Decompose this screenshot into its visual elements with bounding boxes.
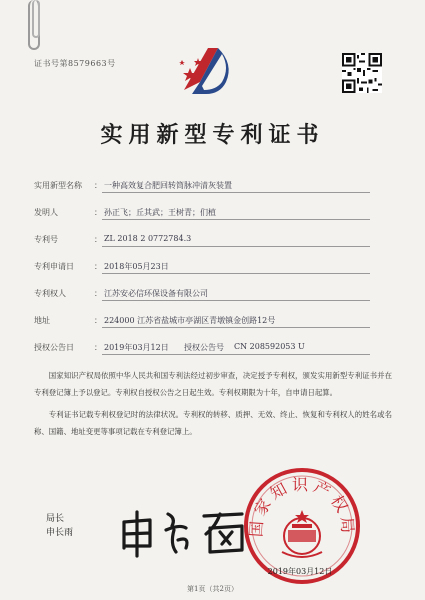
director-title-1: 局长 — [46, 514, 65, 524]
certificate-number: 证书号第8579663号 — [34, 59, 116, 68]
field-announce-date-label: 授权公告日 — [34, 343, 74, 352]
field-patent-no-label: 专利号 — [34, 235, 58, 244]
field-filing-date-value: 2018年05月23日 — [104, 262, 169, 271]
qr-code-icon — [342, 53, 382, 93]
field-address-label: 地址 — [34, 316, 50, 325]
director-block — [46, 512, 73, 540]
field-inventor-label: 发明人 — [34, 208, 58, 217]
paperclip — [28, 0, 40, 50]
field-holder-label: 专利权人 — [34, 289, 66, 298]
certificate-page: 证书号第8579663号 实用新型专利证书 实用新型名称 ： 一种高效复合肥回转筒脉冲清灰装置 发明人 ： 孙正飞；丘其武；王树青；们植 专利号 ： ZL 2018 2 0772784.3 专利申请日 ： 2018年05月23日 专利权人 ： 江苏安必信环保设备有限公司 地址 ： 224000 江苏省盐城市亭湖区青墩镇金创路12号 授权公告日 ： 2019年03月12日 授权公告号 CN 208592053 U 国家知识产权局依照中华人民共和国专利法经过初步审查，决定授予专利权，颁发实用新型专利证书并在专利登记簿上予以登记。专利权自授权公告之日起生效。专利权期限为十年，自申请日起算。 专利证书记载专利权登记时的法律状况。专利权的转移、质押、无效、终止、恢复和专利权人的姓名或名称、国籍、地址变更等事项记载在专利登记簿上。 局长 申长雨 国家知识产权局 2019年03月12日 第1页（共2页） — [0, 0, 425, 600]
field-name-value: 一种高效复合肥回转筒脉冲清灰装置 — [104, 181, 232, 190]
field-patent-no-value: ZL 2018 2 0772784.3 — [104, 234, 192, 243]
svg-text:国家知识产权局: 国家知识产权局 — [246, 475, 358, 538]
director-signature — [116, 504, 256, 560]
field-announce-no-label: 授权公告号 — [184, 343, 224, 352]
field-filing-date-label: 专利申请日 — [34, 262, 74, 271]
field-announce-no-value: CN 208592053 U — [234, 342, 305, 351]
field-name-label: 实用新型名称 — [34, 181, 82, 190]
field-inventor-value: 孙正飞；丘其武；王树青；们植 — [104, 208, 216, 217]
director-title-2: 申长雨 — [46, 528, 74, 538]
field-address-value: 224000 江苏省盐城市亭湖区青墩镇金创路12号 — [104, 316, 276, 325]
body-paragraph-2: 专利证书记载专利权登记时的法律状况。专利权的转移、质押、无效、终止、恢复和专利权人的姓名或名称、国籍、地址变更等事项记载在专利登记簿上。 — [34, 410, 392, 436]
field-holder-value: 江苏安必信环保设备有限公司 — [104, 289, 208, 298]
cnipa-logo-icon — [170, 38, 240, 108]
seal-date: 2019年03月12日 — [267, 567, 333, 576]
certificate-body — [34, 368, 392, 440]
certificate-title: 实用新型专利证书 — [100, 122, 325, 148]
page-number: 第1页（共2页） — [187, 585, 238, 593]
field-announce-date-value: 2019年03月12日 — [104, 343, 169, 352]
body-paragraph-1: 国家知识产权局依照中华人民共和国专利法经过初步审查，决定授予专利权，颁发实用新型专利证书并在专利登记簿上予以登记。专利权自授权公告之日起生效。专利权期限为十年，自申请日起算。 — [34, 371, 392, 397]
